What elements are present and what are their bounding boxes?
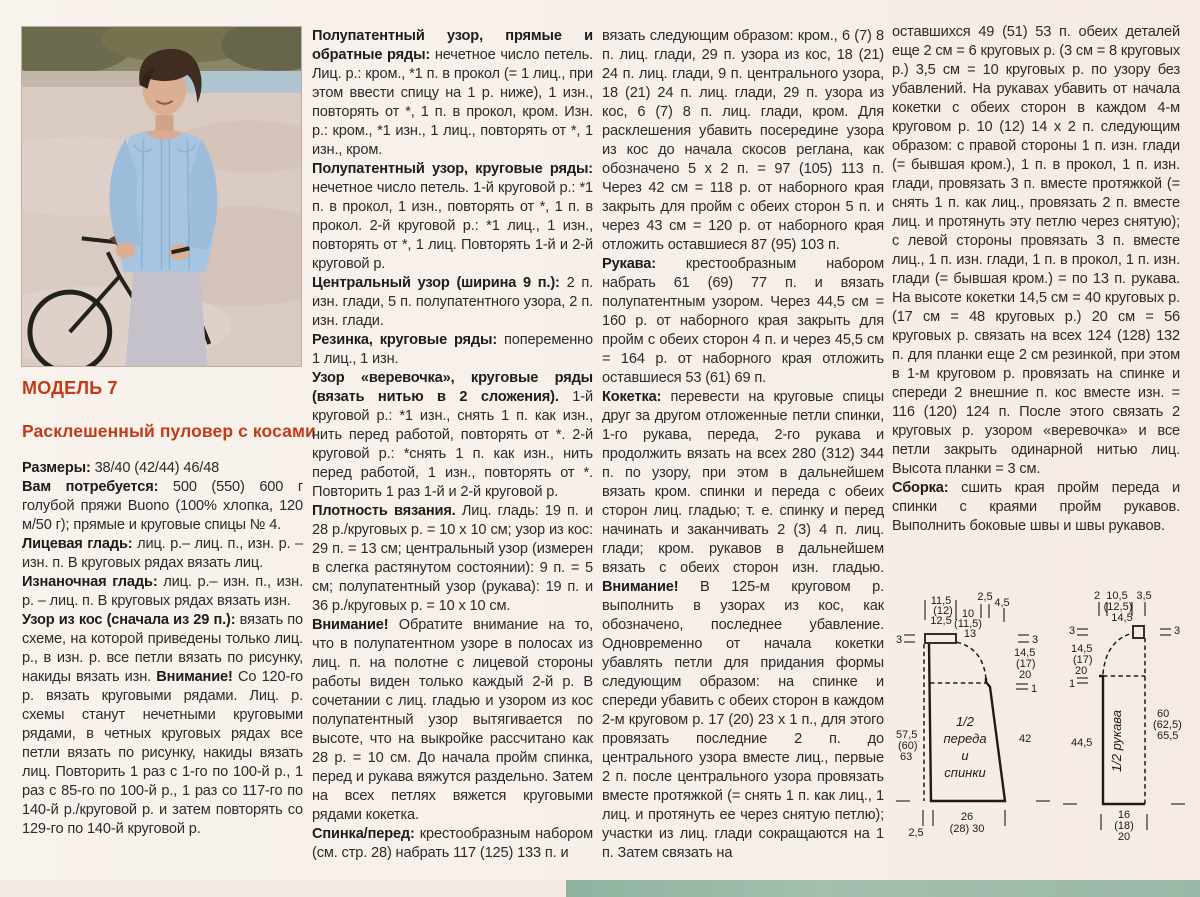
paragraph: оставшихся 49 (51) 53 п. обеих деталей еще 2 см = 6 круговых р. (3 см = 8 круговых р.) 3,5 см = 10 круговых р. по узору без убавлений. На рукавах убавить от начала кокетки с обеих сторон в каждом 4-м круговом р. 10 (12) 14 х 2 п. следующим образом: с правой стороны 1 п. изн. глади (= бывшая кром.), 1 п. в прокол, 1 п. изн. глади, провязать 3 п. вместе протяжкой (= снять 1 п. как лиц., провязать 2 п. вместе лиц. и протянуть эту петлю через снятую); с левой стороны провязать 3 п. вместе лиц., 1 п. изн. глади, 1 п. в прокол, 1 п. изн. глади (= бывшая кром.) = по 13 п. рукава. На высоте кокетки 14,5 см = 40 круговых р. (17 см = 48 круговых р.) 20 см = 56 круговых р. связать на всех 124 (128) 132 п. для планки еще 2 см резинкой, при этом в 1-м круговом р. провязать на спинке и спереди 2 внешние п. кос вместе изн. = 116 (120) 124 п. После этого связать 2 круговых р. узором «веревочка» и все петли закрыть одинарной нитью лиц. Высота планки = 3 см. <box>892 24 1181 477</box>
text-column-3 <box>602 27 884 863</box>
svg-text:(62,5): (62,5) <box>1153 719 1182 731</box>
svg-text:10: 10 <box>961 608 975 620</box>
svg-text:1/2 рукава: 1/2 рукава <box>1109 709 1124 773</box>
paragraph: Узор из кос (сначала из 29 п.): вязать по схеме, на которой приведены только лиц. р., в изн. р. все петли вязать по рисунку, накиды вязать изн. Внимание! Со 120-го р. вязать круговыми рядами. Лиц. р. схемы станут нечетными круговыми рядами, в четных круговых рядах все петли вязать по рисунку, накиды вязать лиц. Повторить 1 раз с 1-го по 100-й р., 1 раз с 85-го по 100-й р., 1 раз со 117-го по 140-й р./круговой р. и затем повторять со 129-го по 140-й круговой р. <box>22 612 303 837</box>
svg-text:20: 20 <box>1117 831 1131 843</box>
paragraph: Сборка: сшить края пройм переда и спинки с краями пройм рукавов. Выполнить боковые швы и швы рукавов. <box>892 480 1180 534</box>
model-number-heading: МОДЕЛЬ 7 <box>22 378 118 398</box>
svg-text:1: 1 <box>1069 678 1076 690</box>
svg-text:20: 20 <box>1075 665 1088 677</box>
paragraph: Полупатентный узор, круговые ряды: нечетное число петель. 1-й круговой р.: *1 п. в прокол, 1 изн., повторять от *, 1 п. в прокол. 2-й круговой р.: *1 лиц., 1 изн., повторять от *, 1 лиц. Повторять 1-й и 2-й круговой р. <box>312 161 593 272</box>
front-back-schematic <box>888 586 1058 876</box>
svg-text:(11,5): (11,5) <box>954 618 982 630</box>
page-bottom-margin <box>0 880 566 897</box>
svg-text:(18): (18) <box>1114 820 1134 832</box>
svg-text:спинки: спинки <box>944 765 986 780</box>
svg-text:3: 3 <box>1069 625 1076 637</box>
svg-text:57,5: 57,5 <box>896 729 918 741</box>
paragraph: Резинка, круговые ряды: попеременно 1 лиц., 1 изн. <box>312 332 593 367</box>
svg-text:(17): (17) <box>1016 658 1036 670</box>
svg-text:(60): (60) <box>898 740 918 752</box>
svg-text:(12): (12) <box>933 605 953 617</box>
sleeve-schematic <box>1055 586 1200 876</box>
svg-text:10,5: 10,5 <box>1106 590 1128 602</box>
svg-text:3: 3 <box>1032 634 1039 646</box>
svg-text:26: 26 <box>960 811 974 823</box>
svg-text:42: 42 <box>1019 733 1032 745</box>
svg-text:14,5: 14,5 <box>1111 612 1133 624</box>
text-column-2 <box>312 27 593 863</box>
svg-text:1/2: 1/2 <box>955 714 975 729</box>
svg-text:2,5: 2,5 <box>908 827 924 839</box>
svg-text:20: 20 <box>1019 669 1032 681</box>
svg-text:16: 16 <box>1117 809 1131 821</box>
paragraph: Плотность вязания. Лиц. гладь: 19 п. и 28 р./круговых р. = 10 х 10 см; узор из кос: 29 п. = 13 см; центральный узор (измерен в слегка растянутом состоянии): 9 п. = 5 см; полупатентный узор (рукава): 19 п. и 36 р./круговых р. = 10 х 10 см. <box>312 503 593 614</box>
model-photo-illustration <box>22 27 301 366</box>
svg-text:3,5: 3,5 <box>1136 590 1152 602</box>
paragraph: Рукава: крестообразным набором набрать 61 (69) 77 п. и вязать полупатентным узором. Через 44,5 см = 160 р. от наборного края закрыть для пройм с обеих сторон 4 п. и через 45,5 см = 164 р. от наборного края отложить оставшиеся 53 (61) 69 п. <box>602 256 884 386</box>
svg-text:2,5: 2,5 <box>977 591 993 603</box>
svg-text:44,5: 44,5 <box>1071 737 1093 749</box>
paragraph: Внимание! Обратите внимание на то, что в полупатентном узоре в полосах из лиц. п. на полотне с лицевой стороны работы виден только каждый 2-й р. В сочетании с лиц. гладью и узором из кос полупатентный узор вытягивается по высоте, что на выкройке рассчитано как 28 р. = 10 см. До начала пройм спинка, перед и рукава вяжутся раздельно. Затем на всех петлях вяжется круговыми рядами кокетка. <box>312 617 593 823</box>
svg-text:(12,5): (12,5) <box>1103 601 1133 613</box>
svg-text:11,5: 11,5 <box>930 595 952 607</box>
svg-text:3: 3 <box>896 634 903 646</box>
pattern-schematics <box>888 586 1200 876</box>
svg-text:переда: переда <box>943 731 987 746</box>
paragraph: Спинка/перед: крестообразным набором (см. стр. 28) набрать 117 (125) 133 п. и <box>312 826 593 861</box>
paragraph: Полупатентный узор, прямые и обратные ряды: нечетное число петель. Лиц. р.: кром., *1 п. в прокол (= 1 лиц., при этом ввести спицу на 1 р. ниже), 1 изн., повторять от *, 1 п. в прокол, кром. Изн. р.: кром., *1 изн., 1 лиц., повторять от *, 1 изн., кром. <box>312 28 594 158</box>
page-title: Расклешенный пуловер с косами <box>22 421 316 441</box>
svg-text:12,5: 12,5 <box>930 615 952 627</box>
svg-text:63: 63 <box>900 751 913 763</box>
text-column-4 <box>892 23 1180 536</box>
paragraph: Узор «веревочка», круговые ряды (вязать нитью в 2 сложения). 1-й круговой р.: *1 изн., снять 1 п. как изн., нить перед работой, повторять от *. 2-й круговой р.: *снять 1 п. как изн., нить перед работой, 1 изн., повторять от *. Повторить 1 раз 1-й и 2-й круговой р. <box>312 370 593 500</box>
next-page-edge-strip <box>566 880 1200 897</box>
paragraph: Кокетка: перевести на круговые спицы друг за другом отложенные петли спинки, 1-го рукава, переда, 2-го рукава и продолжить вязать на всех 280 (312) 344 п. по узору, при этом в дальнейшем вязать кром. спинки и переда с обеих сторон лиц. гладью; т. е. спинку и перед начинать и заканчивать 2 (3) 4 п. лиц. глади; кром. рукавов в дальнейшем вязать с обеих сторон изн. гладью. Внимание! В 125-м круговом р. выполнить в узорах из кос, как обозначено, последнее убавление. Одновременно от начала кокетки убавлять петли для придания формы следующим образом: на спинке и спереди убавить с обеих сторон в каждом 2-м круговом р. 17 (20) 23 х 1 п., для этого провязать последние 2 п. до центрального узора вместе лиц., первые 2 п. после центрального узора провязать вместе протяжкой (= снять 1 п. как лиц., 1 лиц. и протянуть ее через снятую петлю); участки из лиц. глади сокращаются на 1 п. Затем связать на <box>602 389 884 861</box>
paragraph: Лицевая гладь: лиц. р.– лиц. п., изн. р. – изн. п. В круговых рядах вязать лиц. <box>22 536 303 571</box>
svg-text:1: 1 <box>1031 683 1038 695</box>
svg-text:60: 60 <box>1157 708 1170 720</box>
svg-text:(17): (17) <box>1073 654 1093 666</box>
svg-text:и: и <box>961 748 969 763</box>
svg-text:14,5: 14,5 <box>1071 643 1093 655</box>
paragraph: вязать следующим образом: кром., 6 (7) 8 п. лиц. глади, 29 п. узора из кос, 18 (21) 24 п. лиц. глади, 9 п. центрального узора, 18 (21) 24 п. лиц. глади, 29 п. узора из кос, 6 (7) 8 п. лиц. глади, кром. Для расклешения убавить посередине узора из кос до начала скосов реглана, как обозначено 5 х 2 п. = 97 (105) 113 п. Через 42 см = 118 р. от наборного края закрыть для пройм с обеих сторон 5 п. и через 43 см = 120 р. от наборного края отложить оставшиеся 87 (95) 103 п. <box>602 28 884 253</box>
svg-text:4,5: 4,5 <box>994 597 1010 609</box>
svg-text:2: 2 <box>1093 590 1101 602</box>
svg-text:65,5: 65,5 <box>1157 730 1179 742</box>
paragraph: Центральный узор (ширина 9 п.): 2 п. изн. глади, 5 п. полупатентного узора, 2 п. изн. глади. <box>312 275 593 329</box>
text-column-1 <box>22 459 303 839</box>
model-photo <box>21 26 302 367</box>
svg-text:(28) 30: (28) 30 <box>949 823 985 835</box>
paragraph: Изнаночная гладь: лиц. р.– изн. п., изн. р. – лиц. п. В круговых рядах вязать изн. <box>22 574 303 609</box>
svg-text:14,5: 14,5 <box>1014 647 1036 659</box>
svg-text:3: 3 <box>1174 625 1181 637</box>
paragraph: Размеры: 38/40 (42/44) 46/48 <box>22 460 220 476</box>
svg-text:13: 13 <box>963 628 977 640</box>
paragraph: Вам потребуется: 500 (550) 600 г голубой пряжи Buono (100% хлопка, 120 м/50 г); прямые и круговые спицы № 4. <box>22 479 303 533</box>
